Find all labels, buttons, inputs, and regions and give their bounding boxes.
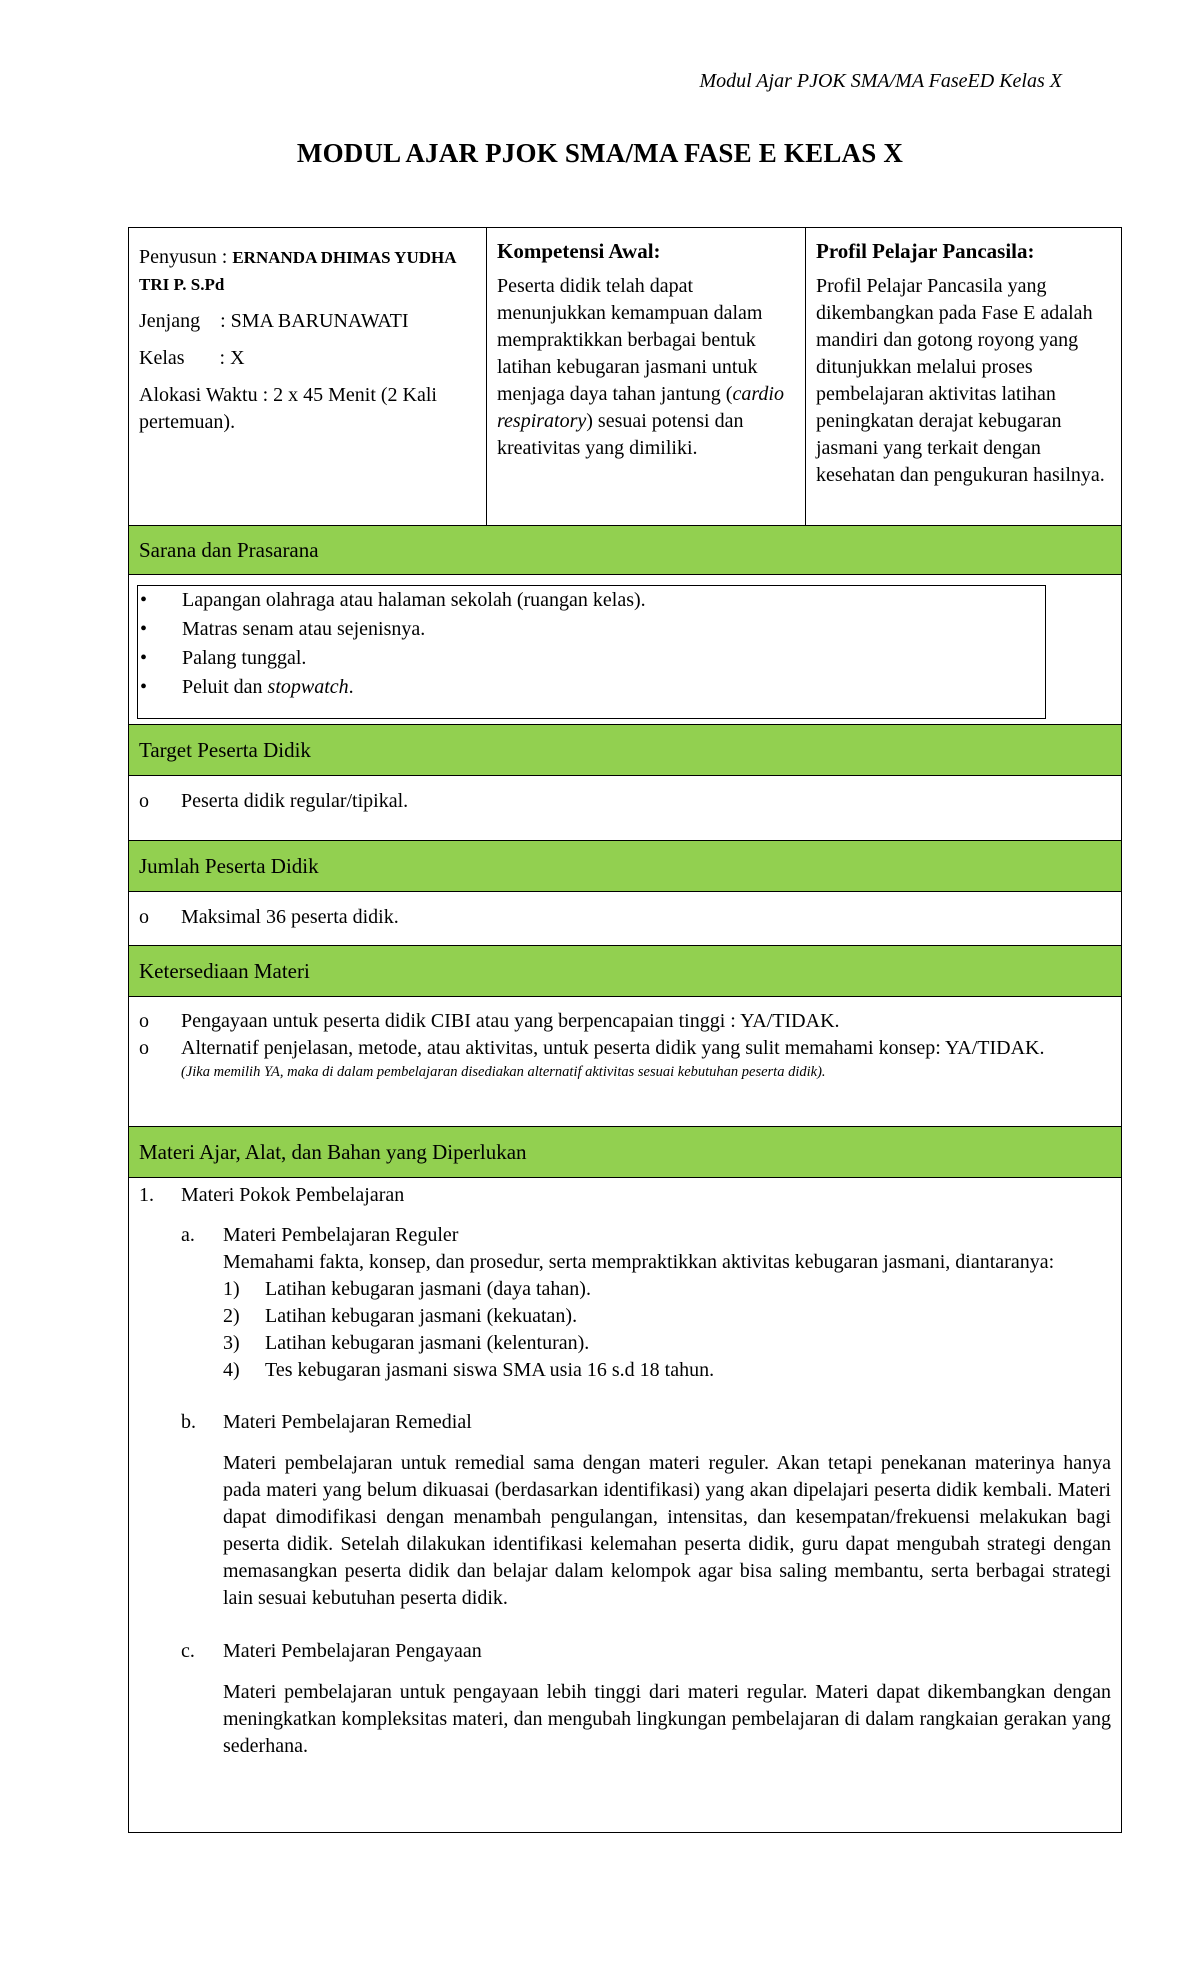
materi-pengayaan: c. Materi Pembelajaran Pengayaan Materi pembelajaran untuk pengayaan lebih tinggi dari materi regular. Materi dapat dikembangkan dengan meningkatkan kompleksitas materi, dan mengubah lingkungan pembelajaran di dalam rangkaian gerakan yang sederhana. <box>129 1638 1111 1760</box>
list-item: 1) Latihan kebugaran jasmani (daya tahan). <box>223 1278 591 1300</box>
profil-text: Profil Pelajar Pancasila yang dikembangkan pada Fase E adalah mandiri dan gotong royong yang ditunjukkan melalui proses pembelajaran aktivitas latihan peningkatan derajat kebugaran jasmani yang terkait dengan kesehatan dan pengukuran hasilnya. <box>816 275 1105 486</box>
list-item: 2) Latihan kebugaran jasmani (kekuatan). <box>223 1305 578 1327</box>
list-item: o Pengayaan untuk peserta didik CIBI atau yang berpencapaian tinggi : YA/TIDAK. <box>139 1010 840 1032</box>
kompetensi-heading: Kompetensi Awal: <box>497 239 661 263</box>
sarana-list <box>137 585 1046 719</box>
list-item: o Alternatif penjelasan, metode, atau aktivitas, untuk peserta didik yang sulit memahami konsep: YA/TIDAK. <box>139 1037 1045 1059</box>
penyusun-label: Penyusun : <box>139 246 233 268</box>
remedial-title: Materi Pembelajaran Remedial <box>223 1411 472 1433</box>
module-table <box>128 227 1122 1833</box>
reguler-intro: Memahami fakta, konsep, dan prosedur, serta mempraktikkan aktivitas kebugaran jasmani, diantaranya: <box>223 1251 1055 1273</box>
profil-column <box>805 228 1122 526</box>
materi-pokok: 1. Materi Pokok Pembelajaran <box>139 1184 405 1206</box>
materi-section <box>129 1178 1121 1760</box>
reguler-title: Materi Pembelajaran Reguler <box>223 1224 459 1246</box>
sarana-section <box>129 575 1121 735</box>
sarana-heading: Sarana dan Prasarana <box>129 525 1121 575</box>
jumlah-section <box>129 892 1121 946</box>
jenjang-line: Jenjang : SMA BARUNAWATI <box>139 310 409 332</box>
list-item: o Peserta didik regular/tipikal. <box>139 790 409 812</box>
list-item: o Maksimal 36 peserta didik. <box>139 906 399 928</box>
list-item: • Peluit dan stopwatch. <box>140 676 354 698</box>
ketersediaan-heading: Ketersediaan Materi <box>129 945 1121 997</box>
materi-heading: Materi Ajar, Alat, dan Bahan yang Diperlukan <box>129 1126 1121 1178</box>
penyusun-name: ERNANDA DHIMAS YUDHA TRI P. S.Pd <box>139 248 456 294</box>
pengayaan-title: Materi Pembelajaran Pengayaan <box>223 1640 482 1662</box>
target-section <box>129 776 1121 842</box>
pengayaan-text: Materi pembelajaran untuk pengayaan lebih tinggi dari materi regular. Materi dapat dikembangkan dengan meningkatkan kompleksitas materi, dan mengubah lingkungan pembelajaran di dalam rangkaian gerakan yang sederhana. <box>223 1681 1111 1757</box>
kompetensi-column <box>486 228 805 526</box>
list-item: 4) Tes kebugaran jasmani siswa SMA usia 16 s.d 18 tahun. <box>223 1359 715 1381</box>
materi-reguler: a. Materi Pembelajaran Reguler Memahami fakta, konsep, dan prosedur, serta mempraktikkan aktivitas kebugaran jasmani, diantaranya: 1) Latihan kebugaran jasmani (daya tahan). 2) Latihan kebugaran jasmani (kekuatan). 3) Latihan kebugaran jasmani (kelenturan). 4) Tes kebugaran jasmani siswa SMA usia 16 s.d 18 tahun. <box>129 1222 1111 1384</box>
ketersediaan-section <box>129 997 1121 1107</box>
running-header: Modul Ajar PJOK SMA/MA FaseED Kelas X <box>699 70 1062 92</box>
kompetensi-text: Peserta didik telah dapat menunjukkan kemampuan dalam mempraktikkan berbagai bentuk latihan kebugaran jasmani untuk menjaga daya tahan jantung (cardio respiratory) sesuai potensi dan kreativitas yang dimiliki. <box>497 275 784 459</box>
page-title: MODUL AJAR PJOK SMA/MA FASE E KELAS X <box>296 138 904 168</box>
identity-row <box>129 228 1121 526</box>
profil-heading: Profil Pelajar Pancasila: <box>816 239 1035 263</box>
alokasi-line: Alokasi Waktu : 2 x 45 Menit (2 Kali pertemuan). <box>139 384 437 433</box>
reguler-list <box>181 1276 1111 1384</box>
list-item: • Lapangan olahraga atau halaman sekolah (ruangan kelas). <box>140 589 646 611</box>
list-item: 3) Latihan kebugaran jasmani (kelenturan). <box>223 1332 590 1354</box>
list-item: • Matras senam atau sejenisnya. <box>140 618 426 640</box>
list-item: • Palang tunggal. <box>140 647 307 669</box>
jumlah-heading: Jumlah Peserta Didik <box>129 840 1121 892</box>
kelas-line: Kelas : X <box>139 347 245 369</box>
materi-remedial: b. Materi Pembelajaran Remedial Materi pembelajaran untuk remedial sama dengan materi reguler. Akan tetapi penekanan materinya hanya pada materi yang belum dikuasai (berdasarkan identifikasi) yang akan dipelajari peserta didik kembali. Materi dapat dimodifikasi dengan menambah pengulangan, intensitas, dan kesempatan/frekuensi melakukan bagi peserta didik. Setelah dilakukan identifikasi kelemahan peserta didik, guru dapat mengubah strategi dengan memasangkan peserta didik dan belajar dalam kelompok agar bisa saling membantu, serta berbagai strategi lain sesuai kebutuhan peserta didik. <box>129 1409 1111 1612</box>
identity-column <box>129 228 486 526</box>
target-heading: Target Peserta Didik <box>129 724 1121 776</box>
ketersediaan-note: (Jika memilih YA, maka di dalam pembelajaran disediakan alternatif aktivitas sesuai kebutuhan peserta didik). <box>181 1064 826 1080</box>
remedial-text: Materi pembelajaran untuk remedial sama dengan materi reguler. Akan tetapi penekanan materinya hanya pada materi yang belum dikuasai (berdasarkan identifikasi) yang akan dipelajari peserta didik kembali. Materi dapat dimodifikasi dengan menambah pengulangan, intensitas, dan kesempatan/frekuensi melakukan bagi peserta didik. Setelah dilakukan identifikasi kelemahan peserta didik, guru dapat mengubah strategi dengan memasangkan peserta didik dan belajar dalam kelompok agar bisa saling membantu, serta berbagai strategi lain sesuai kebutuhan peserta didik. <box>223 1452 1111 1609</box>
